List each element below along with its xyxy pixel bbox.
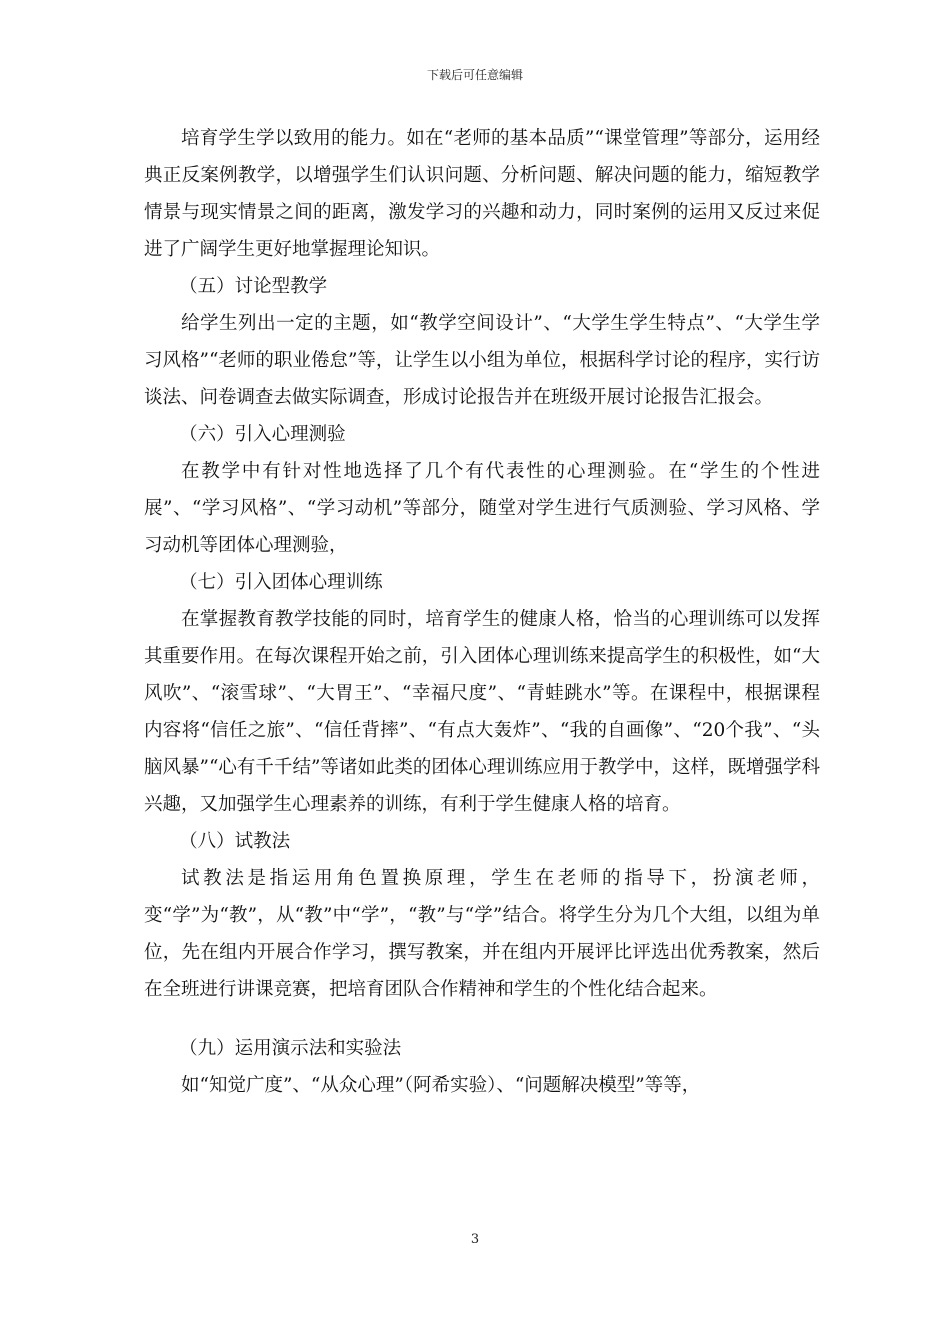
paragraph-discussion-teaching: 给学生列出一定的主题，如“教学空间设计”、“大学生学生特点”、“大学生学习风格”“老师的职业倦怠”等，让学生以小组为单位，根据科学讨论的程序，实行访谈法、问卷调查去做实际调查，形成讨论报告并在班级开展讨论报告汇报会。 bbox=[144, 313, 820, 408]
document-body bbox=[144, 120, 820, 1104]
page-number: 3 bbox=[470, 1232, 480, 1247]
section-heading-5: （五）讨论型教学 bbox=[179, 276, 328, 297]
section-heading-6: （六）引入心理测验 bbox=[179, 424, 346, 445]
paragraph-group-training: 在掌握教育教学技能的同时，培育学生的健康人格，恰当的心理训练可以发挥其重要作用。在每次课程开始之前，引入团体心理训练来提高学生的积极性，如“大风吹”、“滚雪球”、“大胃王”、“幸福尺度”、“青蛙跳水”等。在课程中，根据课程内容将“信任之旅”、“信任背摔”、“有点大轰炸”、“我的自画像”、“20个我”、“头脑风暴”“心有千千结”等诸如此类的团体心理训练应用于教学中，这样，既增强学科兴趣，又加强学生心理素养的训练，有利于学生健康人格的培育。 bbox=[144, 609, 820, 815]
page-header-note: 下载后可任意编辑 bbox=[426, 68, 523, 82]
paragraph-case-teaching: 培育学生学以致用的能力。如在“老师的基本品质”“课堂管理”等部分，运用经典正反案例教学，以增强学生们认识问题、分析问题、解决问题的能力，缩短教学情景与现实情景之间的距离，激发学习的兴趣和动力，同时案例的运用又反过来促进了广阔学生更好地掌握理论知识。 bbox=[144, 128, 820, 260]
paragraph-psych-test: 在教学中有针对性地选择了几个有代表性的心理测验。在“学生的个性进展”、“学习风格”、“学习动机”等部分，随堂对学生进行气质测验、学习风格、学习动机等团体心理测验， bbox=[144, 461, 820, 556]
section-heading-7: （七）引入团体心理训练 bbox=[179, 572, 383, 593]
paragraph-demo-experiment: 如“知觉广度”、“从众心理”（阿希实验）、“问题解决模型”等等， bbox=[181, 1075, 701, 1096]
blank-line bbox=[144, 1008, 820, 1030]
section-heading-8: （八）试教法 bbox=[179, 831, 291, 852]
paragraph-trial-teaching: 试教法是指运用角色置换原理，学生在老师的指导下，扮演老师，变“学”为“教”，从“教”中“学”，“教”与“学”结合。将学生分为几个大组，以组为单位，先在组内开展合作学习，撰写教案，并在组内开展评比评选出优秀教案，然后在全班进行讲课竞赛，把培育团队合作精神和学生的个性化结合起来。 bbox=[144, 868, 820, 1000]
section-heading-9: （九）运用演示法和实验法 bbox=[179, 1038, 402, 1059]
